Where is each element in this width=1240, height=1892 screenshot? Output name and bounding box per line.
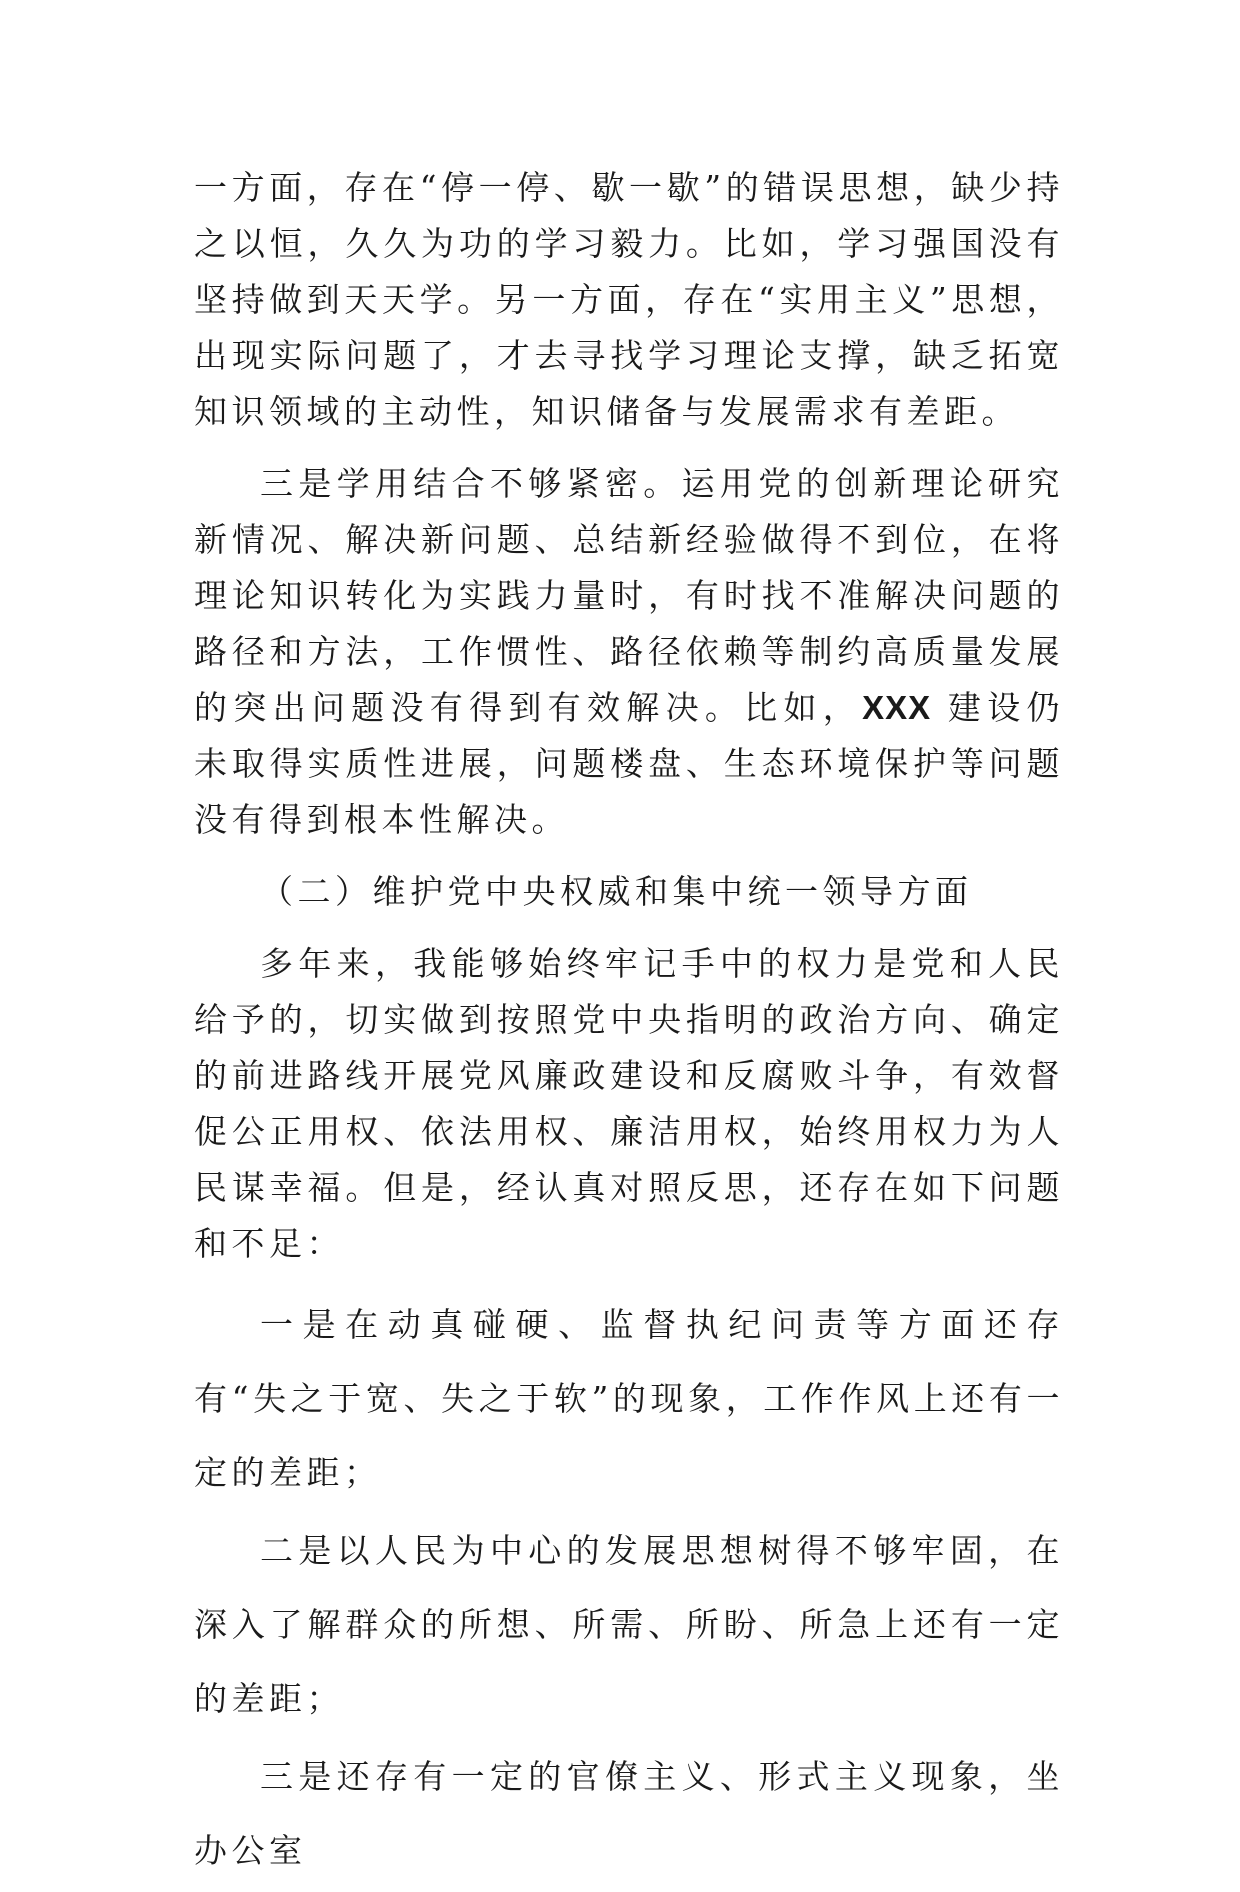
paragraph-issue-three: 三是还存有一定的官僚主义、形式主义现象，坐办公室: [194, 1757, 1064, 1870]
paragraph-study-application-text: 三是学用结合不够紧密。运用党的创新理论研究新情况、解决新问题、总结新经验做得不到位，在将理论知识转化为实践力量时，有时找不准解决问题的路径和方法，工作惯性、路径依赖等制约高质量发展的突出问题没有得到有效解决。比如，: [194, 464, 1064, 727]
project-placeholder: XXX: [862, 689, 932, 726]
paragraph-study-application-tail: 建设仍未取得实质性进展，问题楼盘、生态环境保护等问题没有得到根本性解决。: [194, 688, 1064, 839]
document-body: [194, 160, 1064, 1892]
paragraph-study-persistence: 一方面，存在“停一停、歇一歇”的错误思想，缺少持之以恒，久久为功的学习毅力。比如，学习强国没有坚持做到天天学。另一方面，存在“实用主义”思想，出现实际问题了，才去寻找学习理论支撑，缺乏拓宽知识领域的主动性，知识储备与发展需求有差距。: [194, 168, 1064, 431]
paragraph-issue-two: 二是以人民为中心的发展思想树得不够牢固，在深入了解群众的所想、所需、所盼、所急上还有一定的差距；: [194, 1531, 1064, 1718]
paragraph-issue-one: 一是在动真碰硬、监督执纪问责等方面还存有“失之于宽、失之于软”的现象，工作作风上还有一定的差距；: [194, 1305, 1064, 1492]
paragraph-power-summary: 多年来，我能够始终牢记手中的权力是党和人民给予的，切实做到按照党中央指明的政治方向、确定的前进路线开展党风廉政建设和反腐败斗争，有效督促公正用权、依法用权、廉洁用权，始终用权力为人民谋幸福。但是，经认真对照反思，还存在如下问题和不足：: [194, 944, 1064, 1263]
paragraph-study-application: [194, 456, 1064, 848]
section-heading: （二）维护党中央权威和集中统一领导方面: [260, 872, 973, 911]
